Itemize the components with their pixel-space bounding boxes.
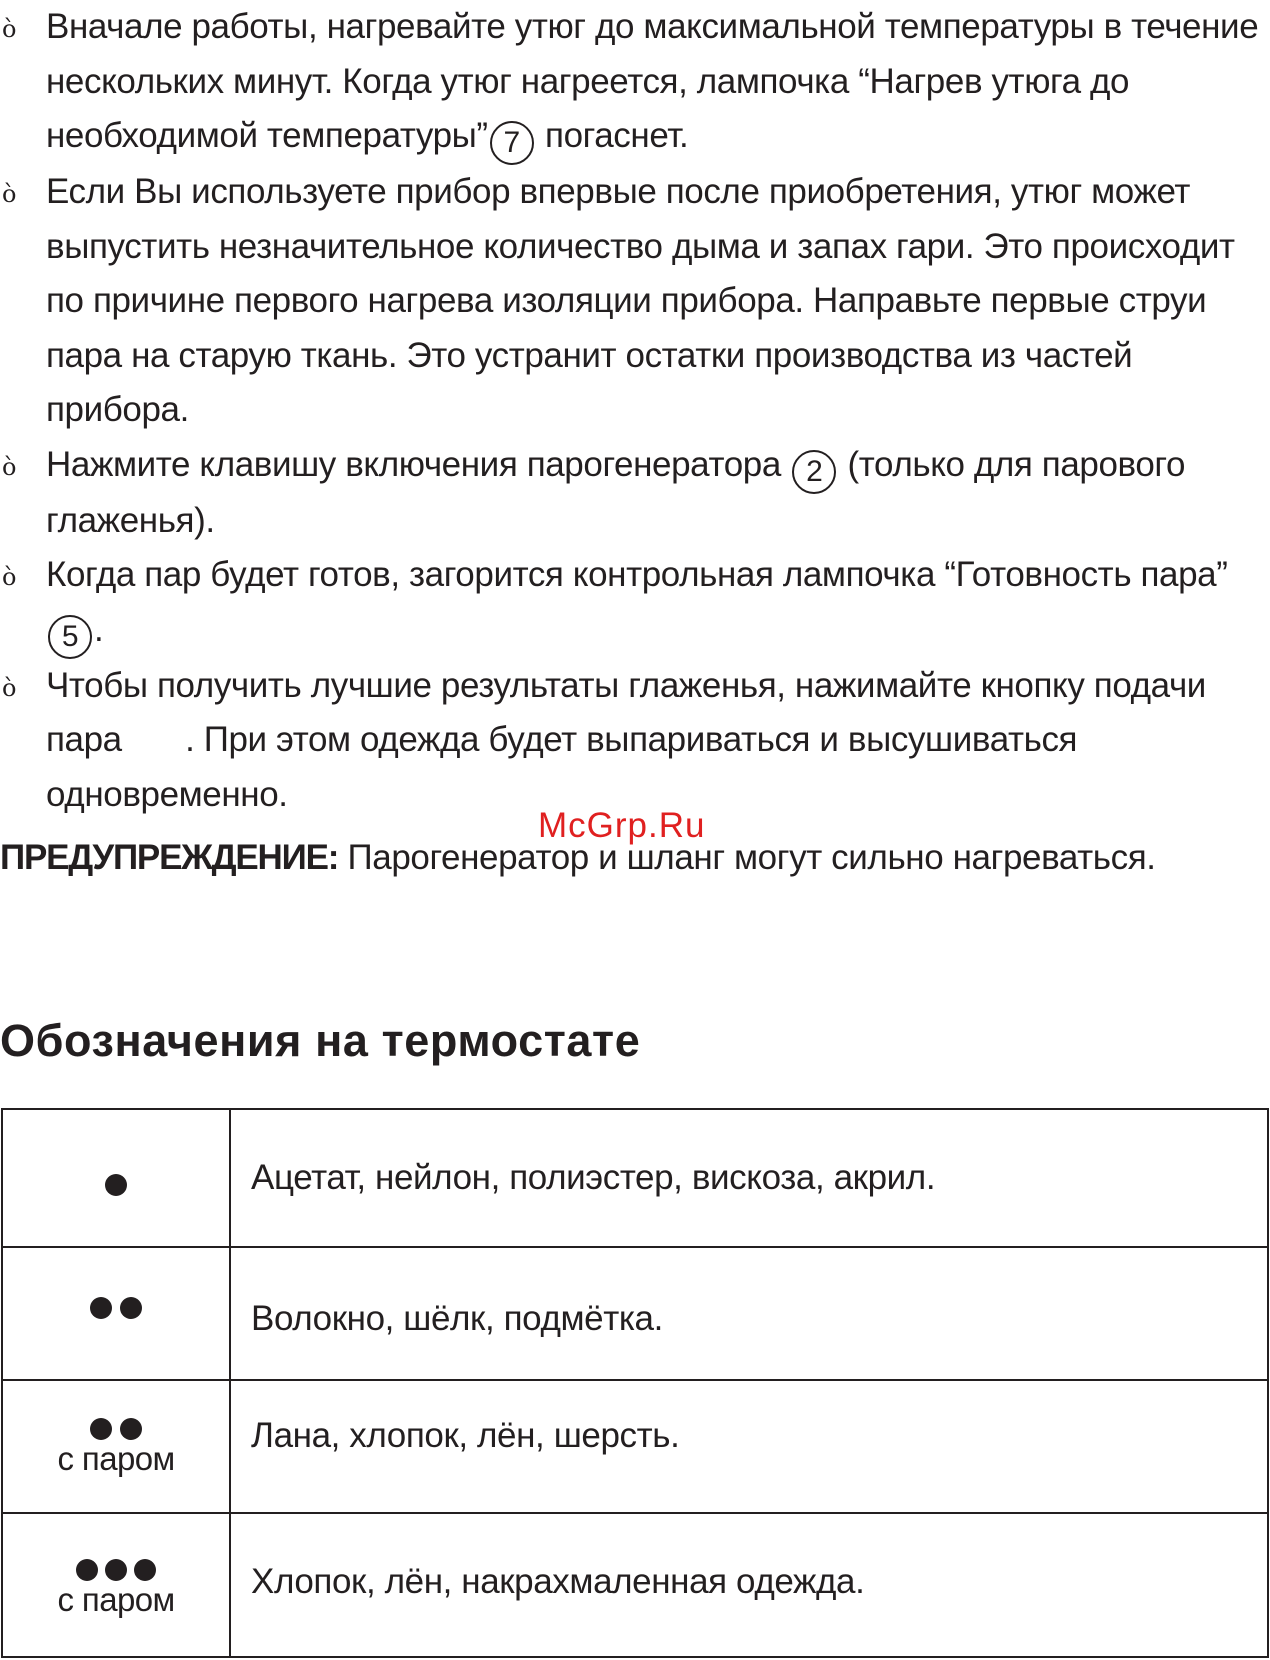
instruction-text: Нажмите клавишу включения парогенератора [46, 444, 791, 484]
table-row [2, 1380, 1268, 1513]
instruction-item [0, 0, 1270, 165]
table-row [2, 1247, 1268, 1380]
warning-label: ПРЕДУПРЕЖДЕНИЕ: [0, 838, 339, 877]
dot-icon [120, 1418, 142, 1440]
table-row [2, 1109, 1268, 1247]
dot-icon [90, 1297, 112, 1319]
thermostat-symbol-cell [2, 1380, 230, 1513]
fabric-description: Волокно, шёлк, подмётка. [230, 1247, 1268, 1380]
table-row [2, 1513, 1268, 1657]
dot-icon [90, 1418, 112, 1440]
instruction-text-end: . [94, 609, 104, 649]
thermostat-symbol-cell [2, 1513, 230, 1657]
fabric-description: Хлопок, лён, накрахмаленная одежда. [230, 1513, 1268, 1657]
warning-paragraph [0, 831, 1260, 885]
instruction-text: Если Вы используете прибор впервые после приобретения, утюг может выпустить незначительное количество дыма и запах гари. Это происходит по причине первого нагрева изоляции прибора. Направьте первые струи пара на старую ткань. Это устранит остатки производства из частей прибора. [46, 172, 1235, 429]
instruction-text: Чтобы получить лучшие результаты глаженья, нажимайте кнопку подачи пара [46, 665, 1206, 759]
dot-group [3, 1550, 229, 1576]
dot-group [3, 1409, 229, 1435]
fabric-description: Лана, хлопок, лён, шерсть. [230, 1380, 1268, 1513]
instruction-item [0, 659, 1270, 823]
dot-icon [134, 1559, 156, 1581]
bullet-marker: ò [2, 452, 17, 481]
watermark: McGrp.Ru [538, 806, 706, 845]
bullet-marker: ò [2, 673, 17, 702]
instruction-text-end: погаснет. [535, 116, 689, 155]
dot-icon [105, 1174, 127, 1196]
section-title: Обозначения на термостате [0, 1015, 641, 1066]
thermostat-symbol-cell [2, 1247, 230, 1380]
steam-button-icon [131, 731, 185, 751]
instruction-item [0, 548, 1270, 659]
instruction-item [0, 165, 1270, 438]
bullet-marker: ò [2, 563, 17, 591]
thermostat-table [1, 1108, 1269, 1658]
instruction-list [0, 0, 1270, 822]
instruction-text: Вначале работы, нагревайте утюг до максимальной температуры в течение нескольких минут. Когда утюг нагреется, лампочка “Нагрев утюга до необходимой температуры” [46, 7, 1259, 155]
dot-icon [120, 1297, 142, 1319]
instruction-text-end: (только для парового глаженья). [46, 444, 1186, 540]
circled-number-2: 2 [792, 450, 836, 494]
thermostat-symbol-cell [2, 1109, 230, 1247]
dot-group [3, 1165, 229, 1191]
steam-note: с паром [57, 1439, 175, 1477]
circled-number-7: 7 [490, 121, 534, 165]
dot-icon [105, 1559, 127, 1581]
dot-group [3, 1288, 229, 1314]
circled-number-5: 5 [48, 615, 92, 659]
bullet-marker: ò [2, 180, 17, 208]
warning-text: Парогенератор и шланг могут сильно нагреваться. [338, 838, 1156, 877]
instruction-text: Когда пар будет готов, загорится контрольная лампочка “Готовность пара” [46, 555, 1228, 594]
fabric-description: Ацетат, нейлон, полиэстер, вискоза, акрил. [230, 1109, 1268, 1247]
steam-note: с паром [57, 1581, 175, 1618]
dot-icon [76, 1559, 98, 1581]
instruction-text-end: . При этом одежда будет выпариваться и высушиваться одновременно. [46, 720, 1078, 814]
bullet-marker: ò [2, 15, 17, 43]
instruction-item [0, 438, 1270, 549]
